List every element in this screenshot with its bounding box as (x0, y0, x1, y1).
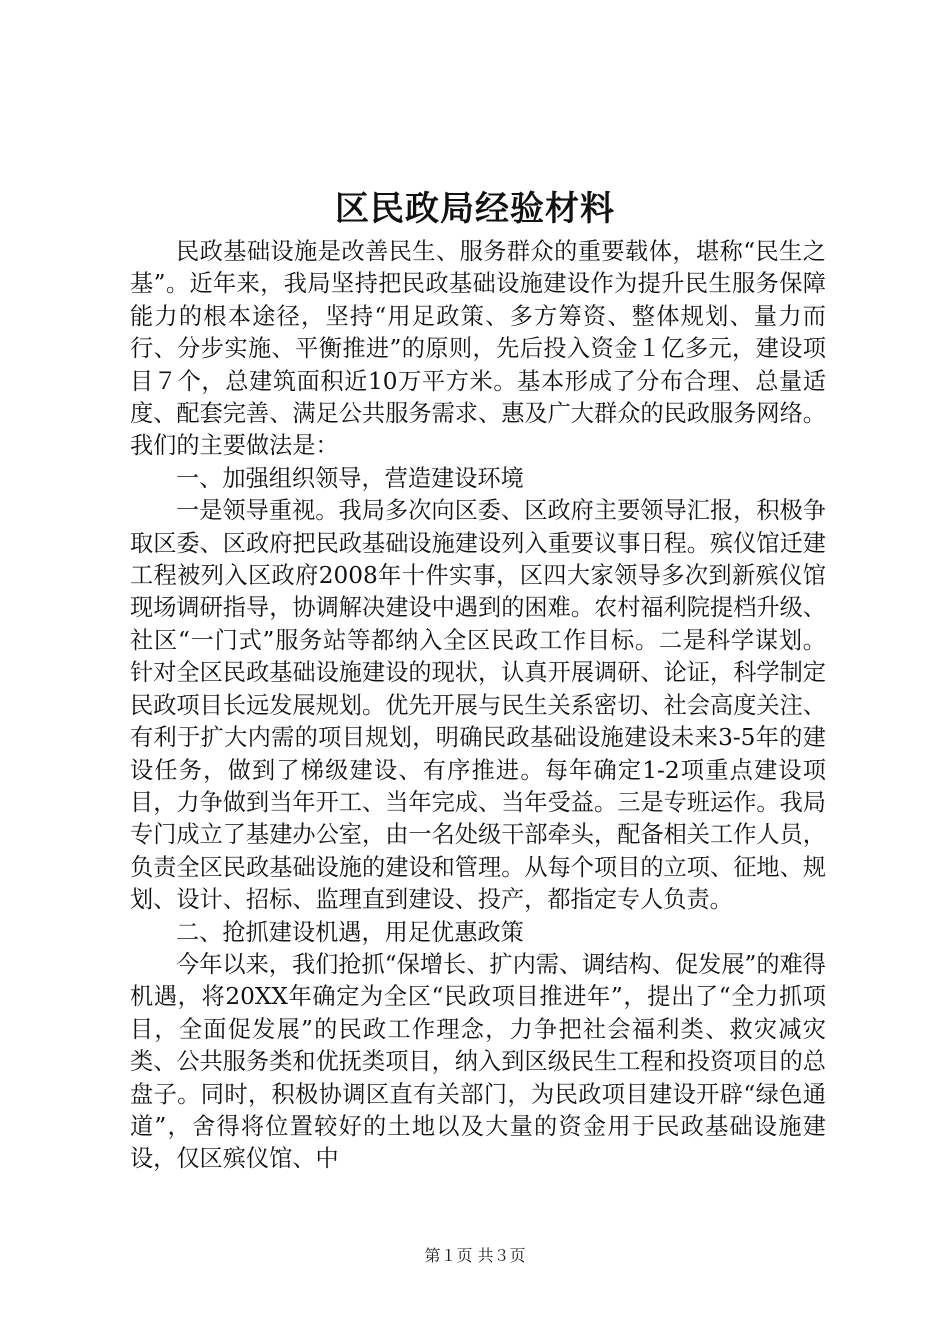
section-heading-1: 一、加强组织领导，营造建设环境 (176, 464, 524, 492)
page-footer: 第１页 共３页 (424, 1246, 526, 1265)
document-body (130, 236, 826, 1176)
section-heading-2: 二、抢抓建设机遇，用足优惠政策 (176, 918, 524, 946)
document-title: 区民政局经验材料 (335, 189, 615, 229)
paragraph-intro: 民政基础设施是改善民生、服务群众的重要载体，堪称“民生之基”。近年来，我局坚持把民政基础设施建设作为提升民生服务保障能力的根本途径，坚持“用足政策、多方筹资、整体规划、量力而行、分步实施、平衡推进”的原则，先后投入资金１亿多元，建设项目７个，总建筑面积近10万平方米。基本形成了分布合理、总量适度、配套完善、满足公共服务需求、惠及广大群众的民政服务网络。我们的主要做法是： (130, 238, 826, 460)
paragraph-section-2: 今年以来，我们抢抓“保增长、扩内需、调结构、促发展”的难得机遇，将20XX年确定为全区“民政项目推进年”，提出了“全力抓项目，全面促发展”的民政工作理念，力争把社会福利类、救灾减灾类、公共服务类和优抚类项目，纳入到区级民生工程和投资项目的总盘子。同时，积极协调区直有关部门，为民政项目建设开辟“绿色通道”，舍得将位置较好的土地以及大量的资金用于民政基础设施建设，仅区殡仪馆、中 (130, 950, 826, 1173)
paragraph-section-1: 一是领导重视。我局多次向区委、区政府主要领导汇报，积极争取区委、区政府把民政基础设施建设列入重要议事日程。殡仪馆迁建工程被列入区政府2008年十件实事，区四大家领导多次到新殡仪馆现场调研指导，协调解决建设中遇到的困难。农村福利院提档升级、社区“一门式”服务站等都纳入全区民政工作目标。二是科学谋划。针对全区民政基础设施建设的现状，认真开展调研、论证，科学制定民政项目长远发展规划。优先开展与民生关系密切、社会高度关注、有利于扩大内需的项目规划，明确民政基础设施建设未来3-5年的建设任务，做到了梯级建设、有序推进。每年确定1-2项重点建设项目，力争做到当年开工、当年完成、当年受益。三是专班运作。我局专门成立了基建办公室，由一名处级干部牵头，配备相关工作人员，负责全区民政基础设施的建设和管理。从每个项目的立项、征地、规划、设计、招标、监理直到建设、投产，都指定专人负责。 (130, 497, 826, 914)
